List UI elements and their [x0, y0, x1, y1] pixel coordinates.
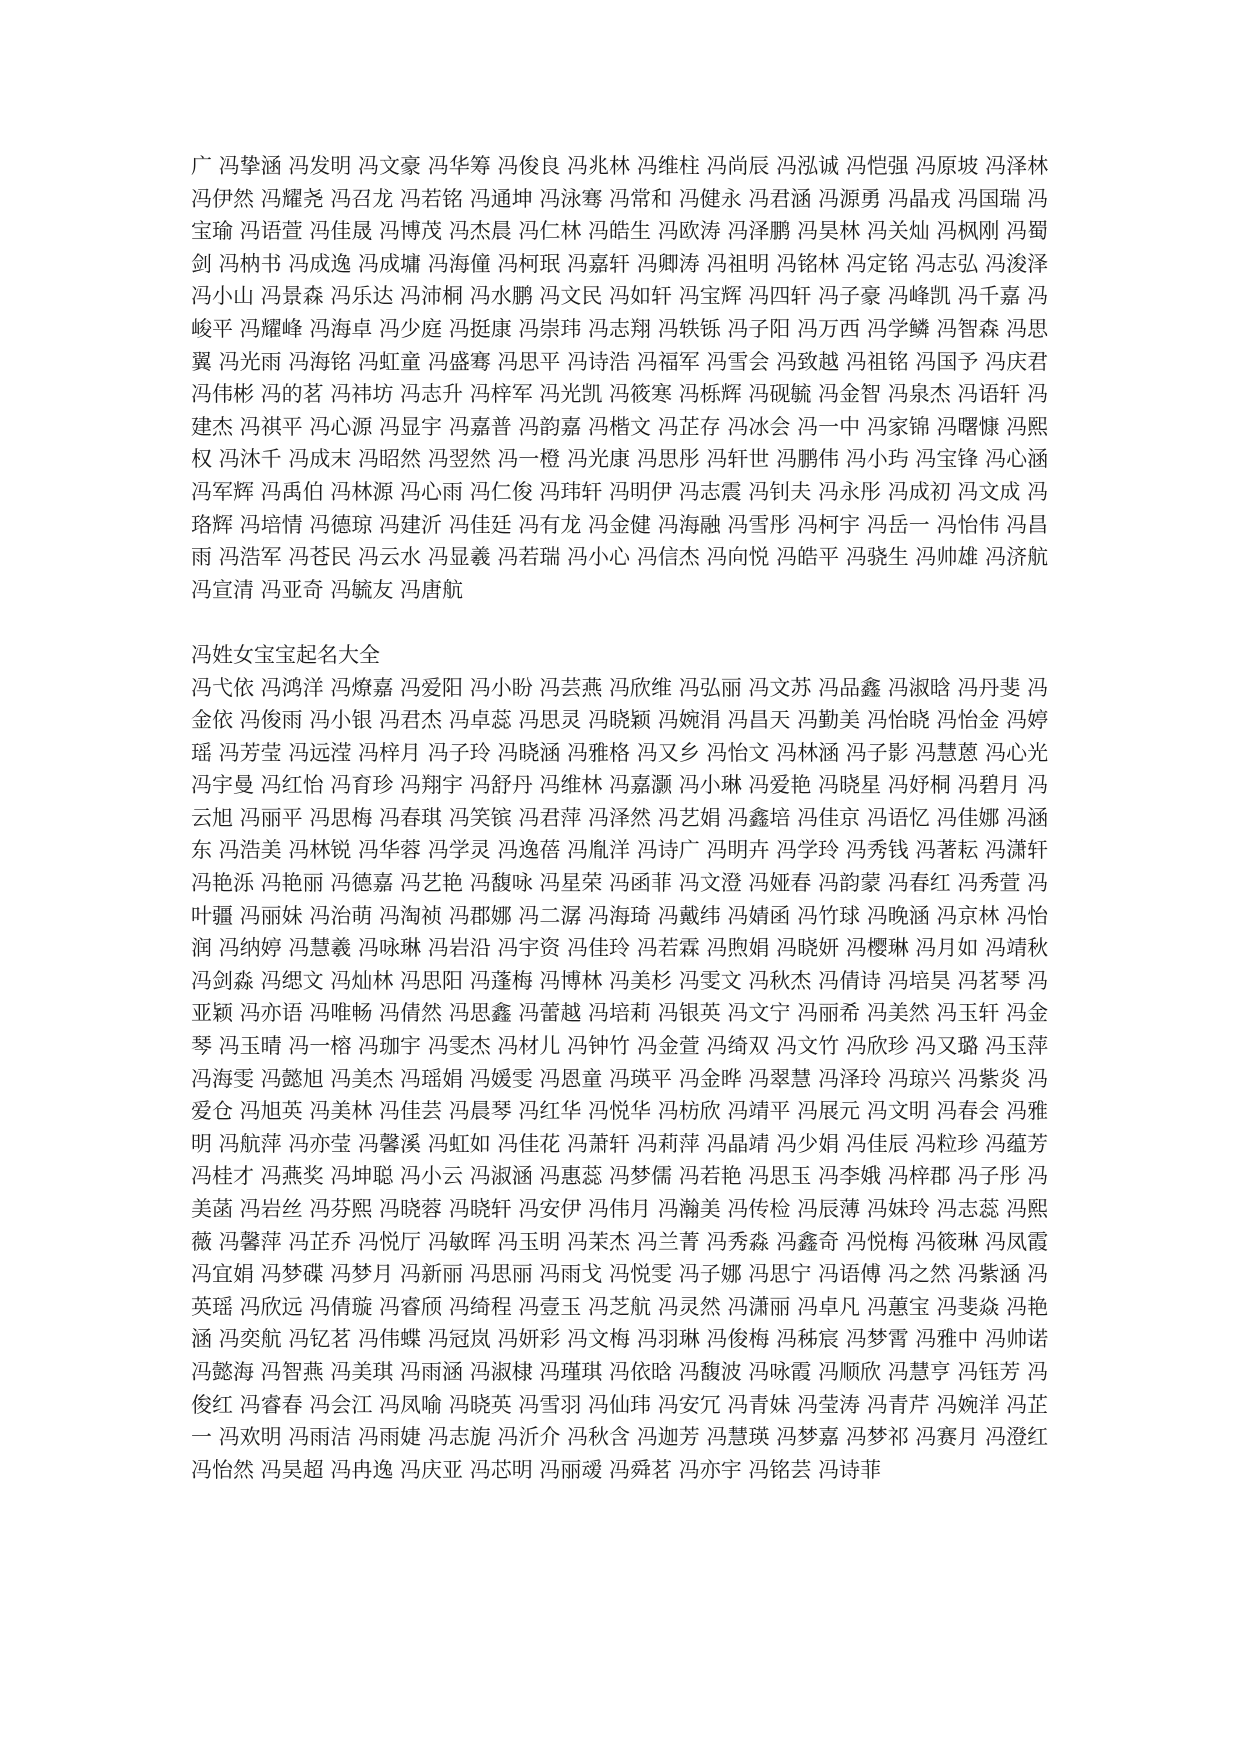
girl-names-paragraph: 冯弋依 冯鸿洋 冯燎嘉 冯爱阳 冯小盼 冯芸燕 冯欣维 冯弘丽 冯文苏 冯品鑫 冯淑晗 冯丹斐 冯金依 冯俊雨 冯小银 冯君杰 冯卓蕊 冯思灵 冯晓颖 冯婉涓 冯昌天 冯勤美 冯怡晓 冯怡金 冯婷瑶 冯芳莹 冯远滢 冯梓月 冯子玲 冯晓涵 冯雅格 冯又乡 冯怡文 冯林涵 冯子影 冯慧蒽 冯心光 冯宇曼 冯红怡 冯育珍 冯翔宇 冯舒丹 冯维林 冯嘉灏 冯小琳 冯爱艳 冯晓星 冯妤桐 冯碧月 冯云旭 冯丽平 冯思梅 冯春琪 冯笑镔 冯君萍 冯泽然 冯艺娟 冯鑫培 冯佳京 冯语忆 冯佳娜 冯涵东 冯浩美 冯林锐 冯华蓉 冯学灵 冯逸蓓 冯胤洋 冯诗广 冯明卉 冯学玲 冯秀钱 冯著耘 冯潇轩 冯艳泺 冯艳丽 冯德嘉 冯艺艳 冯馥咏 冯星荣 冯函菲 冯文澄 冯娅春 冯韵蒙 冯春红 冯秀萱 冯叶疆 冯丽妹 冯治萌 冯淘祯 冯郡娜 冯二潺 冯海琦 冯戴纬 冯婧函 冯竹球 冯晚涵 冯京林 冯怡润 冯纳婷 冯慧羲 冯咏琳 冯岩沿 冯宇资 冯佳玲 冯若霖 冯煦娟 冯晓妍 冯樱琳 冯月如 冯靖秋 冯剑淼 冯缌文 冯灿林 冯思阳 冯蓬梅 冯博林 冯美杉 冯雯文 冯秋杰 冯倩诗 冯培昊 冯茗琴 冯亚颖 冯亦语 冯唯畅 冯倩然 冯思鑫 冯蕾越 冯培莉 冯银英 冯文宁 冯丽希 冯美然 冯玉轩 冯金琴 冯玉晴 冯一榕 冯珈宇 冯雯杰 冯材儿 冯钟竹 冯金萱 冯绮双 冯文竹 冯欣珍 冯又璐 冯玉萍 冯海雯 冯懿旭 冯美杰 冯瑶娟 冯媛雯 冯恩童 冯瑛平 冯金晔 冯翠慧 冯泽玲 冯琼兴 冯紫炎 冯爱仓 冯旭英 冯美林 冯佳芸 冯晨琴 冯红华 冯悦华 冯枋欣 冯靖平 冯展元 冯文明 冯春会 冯雅明 冯航萍 冯亦莹 冯馨溪 冯虹如 冯佳花 冯萧轩 冯莉萍 冯晶靖 冯少娟 冯佳辰 冯粒珍 冯蕴芳 冯桂才 冯燕奖 冯坤聪 冯小云 冯淑涵 冯惠蕊 冯梦儒 冯若艳 冯思玉 冯李娥 冯梓郡 冯子彤 冯美菡 冯岩丝 冯芬熙 冯晓蓉 冯晓轩 冯安伊 冯伟月 冯瀚美 冯传检 冯辰薄 冯妹玲 冯志蕊 冯熙薇 冯馨萍 冯芷乔 冯悦厅 冯敏晖 冯玉明 冯茉杰 冯兰菁 冯秀淼 冯鑫奇 冯悦梅 冯筱琳 冯凤霞 冯宜娟 冯梦碟 冯梦月 冯新丽 冯思丽 冯雨戈 冯悦雯 冯子娜 冯思宁 冯语傅 冯之然 冯紫涵 冯英瑶 冯欣远 冯倩璇 冯睿颀 冯绮程 冯壹玉 冯芝航 冯灵然 冯潇丽 冯卓凡 冯蕙宝 冯斐焱 冯艳涵 冯奕航 冯钇茗 冯伟蝶 冯冠岚 冯妍彩 冯文梅 冯羽琳 冯俊梅 冯秭宸 冯梦霄 冯雅中 冯帅诺 冯懿海 冯智燕 冯美琪 冯雨涵 冯淑棣 冯瑾琪 冯依晗 冯馥波 冯咏霞 冯顺欣 冯慧亨 冯钰芳 冯俊红 冯睿春 冯会江 冯凤喻 冯晓英 冯雪羽 冯仙玮 冯安冗 冯青妹 冯莹涛 冯青芹 冯婉洋 冯芷一 冯欢明 冯雨洁 冯雨婕 冯志旎 冯沂介 冯秋含 冯迦芳 冯慧瑛 冯梦嘉 冯梦祁 冯赛月 冯澄红 冯怡然 冯昊超 冯冉逸 冯庆亚 冯芯明 冯丽叆 冯舜茗 冯亦宇 冯铭芸 冯诗菲 — [191, 675, 1049, 1482]
document-page — [191, 150, 1051, 1486]
boy-names-paragraph: 广 冯挚涵 冯发明 冯文豪 冯华筹 冯俊良 冯兆林 冯维柱 冯尚辰 冯泓诚 冯恺强 冯原坡 冯泽林 冯伊然 冯耀尧 冯召龙 冯若铭 冯通坤 冯泳骞 冯常和 冯健永 冯君涵 冯源勇 冯晶戎 冯国瑞 冯宝瑜 冯语萱 冯佳晟 冯博茂 冯杰晨 冯仁林 冯皓生 冯欧涛 冯泽鹏 冯昊林 冯关灿 冯枫刚 冯蜀剑 冯枘书 冯成逸 冯成墉 冯海僮 冯柯珉 冯嘉轩 冯卿涛 冯祖明 冯铭林 冯定铭 冯志弘 冯浚泽 冯小山 冯景森 冯乐达 冯沛桐 冯水鹏 冯文民 冯如轩 冯宝辉 冯四轩 冯子豪 冯峰凯 冯千嘉 冯峻平 冯耀峰 冯海卓 冯少庭 冯挺康 冯崇玮 冯志翔 冯轶铄 冯子阳 冯万西 冯学鳞 冯智森 冯思翼 冯光雨 冯海铭 冯虹童 冯盛骞 冯思平 冯诗浩 冯福军 冯雪会 冯致越 冯祖铭 冯国予 冯庆君 冯伟彬 冯的茗 冯祎坊 冯志升 冯梓军 冯光凯 冯筱寒 冯栎辉 冯砚毓 冯金智 冯泉杰 冯语轩 冯建杰 冯祺平 冯心源 冯显宇 冯嘉普 冯韵嘉 冯楷文 冯芷存 冯冰会 冯一中 冯家锦 冯曙慷 冯熙权 冯沐千 冯成末 冯昭然 冯翌然 冯一橙 冯光康 冯思彤 冯轩世 冯鹏伟 冯小玙 冯宝锋 冯心涵 冯军辉 冯禹伯 冯林源 冯心雨 冯仁俊 冯玮轩 冯明伊 冯志震 冯钊夫 冯永彤 冯成初 冯文成 冯珞辉 冯培情 冯德琼 冯建沂 冯佳廷 冯有龙 冯金健 冯海融 冯雪彤 冯柯宇 冯岳一 冯怡伟 冯昌雨 冯浩军 冯苍民 冯云水 冯显羲 冯若瑞 冯小心 冯信杰 冯向悦 冯皓平 冯骁生 冯帅雄 冯济航 冯宣清 冯亚奇 冯毓友 冯唐航 — [191, 154, 1049, 602]
paragraph-gap — [191, 606, 1051, 639]
girl-names-heading: 冯姓女宝宝起名大全 — [191, 642, 380, 667]
